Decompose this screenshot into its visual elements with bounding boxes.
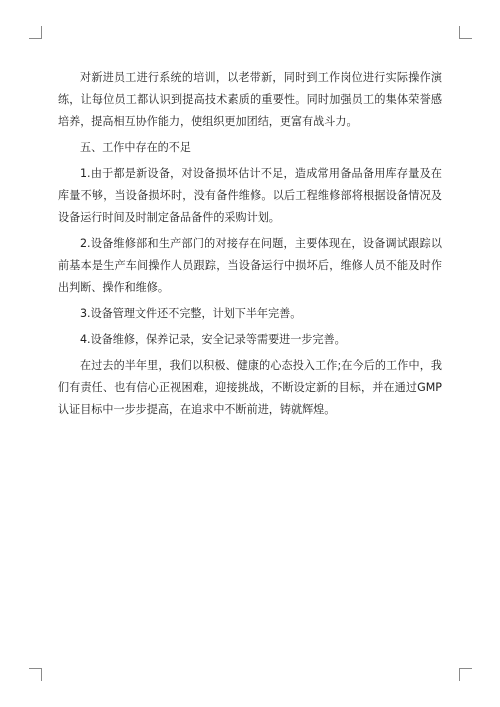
paragraph-conclusion: 在过去的半年里，我们以积极、健康的心态投入工作;在今后的工作中，我们有责任、也有信心正视困难，迎接挑战，不断设定新的目标，并在通过GMP认证目标中一步步提高，在追求中不断前进，铸就辉煌。: [58, 359, 442, 416]
document-body: [58, 67, 442, 425]
crop-mark-bottom-left: [29, 668, 42, 681]
crop-mark-bottom-right: [459, 668, 472, 681]
crop-mark-top-right: [459, 26, 472, 39]
paragraph-item-1: 1.由于都是新设备，对设备损坏估计不足，造成常用备品备用库存量及在库量不够，当设备损坏时，没有备件维修。以后工程维修部将根据设备情况及设备运行时间及时制定备品备件的采购计划。: [58, 167, 442, 224]
paragraph-item-2: 2.设备维修部和生产部门的对接存在问题，主要体现在，设备调试跟踪以前基本是生产车间操作人员跟踪，当设备运行中损坏后，维修人员不能及时作出判断、操作和维修。: [58, 237, 442, 294]
paragraph-training: 对新进员工进行系统的培训，以老带新，同时到工作岗位进行实际操作演练，让每位员工都认识到提高技术素质的重要性。同时加强员工的集体荣誉感培养，提高相互协作能力，使组织更加团结，更富有战斗力。: [58, 71, 442, 128]
crop-mark-top-left: [29, 26, 42, 39]
section-heading-shortcomings: 五、工作中存在的不足: [80, 141, 191, 154]
paragraph-item-4: 4.设备维修，保养记录，安全记录等需要进一步完善。: [80, 333, 346, 346]
paragraph-item-3: 3.设备管理文件还不完整，计划下半年完善。: [80, 307, 302, 320]
